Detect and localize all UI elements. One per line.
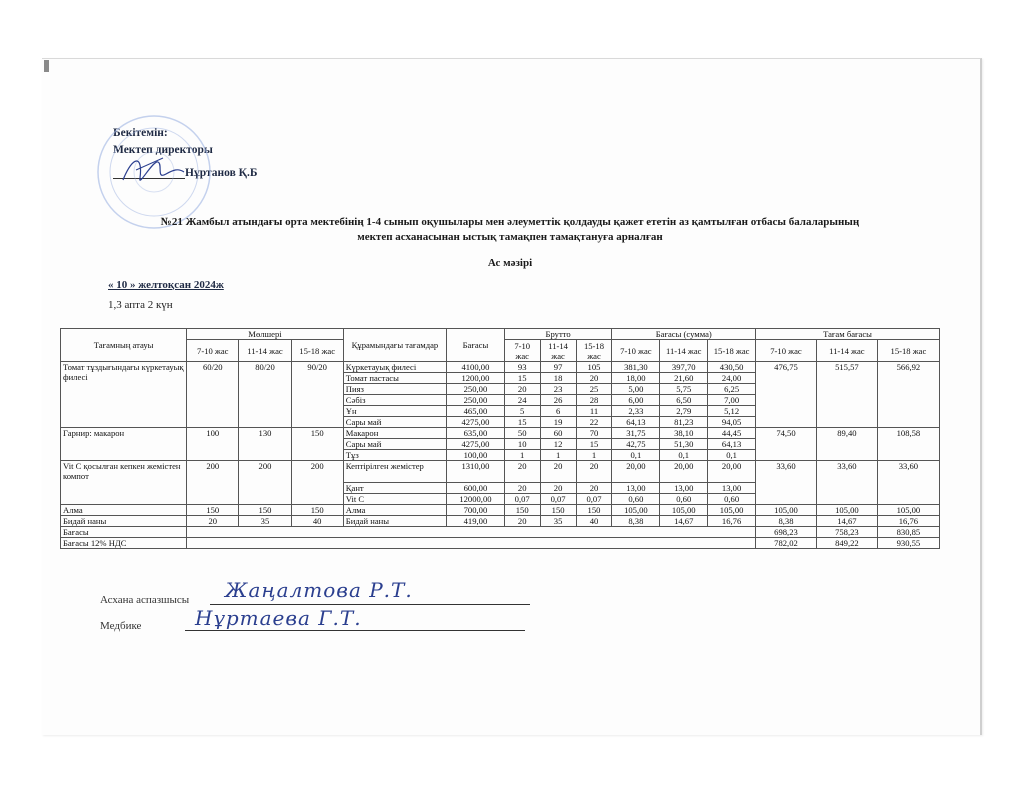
nurse-signature-line bbox=[185, 630, 525, 631]
dish-price-age-15-18: 15-18 жас bbox=[877, 340, 939, 362]
nurse-signature: Нұртаева Г.Т. bbox=[195, 606, 362, 630]
amount-15-18-cell: 200 bbox=[291, 461, 343, 505]
ingredient-cell: Қант bbox=[343, 483, 446, 494]
dish-name-cell: Алма bbox=[61, 505, 187, 516]
sum-7-10-cell: 5,00 bbox=[612, 384, 660, 395]
sum-15-18-cell: 0,1 bbox=[708, 450, 756, 461]
brutto-7-10-cell: 20 bbox=[504, 384, 540, 395]
sum-7-10-cell: 381,30 bbox=[612, 362, 660, 373]
sum-15-18-cell: 5,12 bbox=[708, 406, 756, 417]
ingredient-cell: Пияз bbox=[343, 384, 446, 395]
brutto-7-10-cell: 50 bbox=[504, 428, 540, 439]
amount-11-14-cell: 35 bbox=[239, 516, 291, 527]
total-label: Бағасы bbox=[61, 527, 187, 538]
total-vat-15-18: 930,55 bbox=[877, 538, 939, 549]
brutto-11-14-cell: 60 bbox=[540, 428, 576, 439]
ingredient-cell: Алма bbox=[343, 505, 446, 516]
brutto-15-18-cell: 105 bbox=[576, 362, 612, 373]
amount-15-18-cell: 90/20 bbox=[291, 362, 343, 428]
menu-table-body bbox=[61, 362, 940, 527]
brutto-age-7-10: 7-10 жас bbox=[504, 340, 540, 362]
nurse-label: Медбике bbox=[100, 620, 142, 632]
sum-15-18-cell: 24,00 bbox=[708, 373, 756, 384]
cook-signature-line bbox=[210, 604, 530, 605]
sum-11-14-cell: 6,50 bbox=[660, 395, 708, 406]
total-vat-11-14: 849,22 bbox=[816, 538, 877, 549]
dish-name-cell: Томат тұздығындағы күркетауық филесі bbox=[61, 362, 187, 428]
dish-price-7-10-cell: 8,38 bbox=[756, 516, 817, 527]
sum-15-18-cell: 94,05 bbox=[708, 417, 756, 428]
brutto-11-14-cell: 1 bbox=[540, 450, 576, 461]
table-row bbox=[61, 516, 940, 527]
ingredient-price-cell: 4275,00 bbox=[447, 417, 505, 428]
menu-table bbox=[60, 328, 940, 549]
sum-11-14-cell: 51,30 bbox=[660, 439, 708, 450]
total-vat-spacer bbox=[187, 538, 756, 549]
ingredient-price-cell: 419,00 bbox=[447, 516, 505, 527]
ingredient-cell: Күркетауық филесі bbox=[343, 362, 446, 373]
dish-price-11-14-cell: 14,67 bbox=[816, 516, 877, 527]
header-dish-price: Тағам бағасы bbox=[756, 329, 940, 340]
table-row bbox=[61, 461, 940, 483]
brutto-11-14-cell: 23 bbox=[540, 384, 576, 395]
menu-date: « 10 » желтоқсан 2024ж bbox=[108, 279, 224, 291]
brutto-7-10-cell: 150 bbox=[504, 505, 540, 516]
table-row bbox=[61, 428, 940, 439]
dish-price-11-14-cell: 33,60 bbox=[816, 461, 877, 505]
brutto-7-10-cell: 20 bbox=[504, 516, 540, 527]
scan-edge-mark bbox=[44, 60, 49, 72]
brutto-15-18-cell: 20 bbox=[576, 461, 612, 483]
dish-price-15-18-cell: 108,58 bbox=[877, 428, 939, 461]
approval-title: Бекітемін: bbox=[113, 127, 168, 139]
sum-15-18-cell: 6,25 bbox=[708, 384, 756, 395]
sum-age-15-18: 15-18 жас bbox=[708, 340, 756, 362]
brutto-11-14-cell: 26 bbox=[540, 395, 576, 406]
brutto-11-14-cell: 20 bbox=[540, 483, 576, 494]
table-row bbox=[61, 362, 940, 373]
ingredient-price-cell: 100,00 bbox=[447, 450, 505, 461]
ingredient-price-cell: 12000,00 bbox=[447, 494, 505, 505]
ingredient-cell: Vit C bbox=[343, 494, 446, 505]
total-spacer bbox=[187, 527, 756, 538]
ingredient-cell: Сары май bbox=[343, 439, 446, 450]
sum-11-14-cell: 21,60 bbox=[660, 373, 708, 384]
ingredient-price-cell: 4275,00 bbox=[447, 439, 505, 450]
ingredient-price-cell: 635,00 bbox=[447, 428, 505, 439]
sum-7-10-cell: 20,00 bbox=[612, 461, 660, 483]
amount-11-14-cell: 150 bbox=[239, 505, 291, 516]
brutto-15-18-cell: 70 bbox=[576, 428, 612, 439]
dish-price-7-10-cell: 105,00 bbox=[756, 505, 817, 516]
ingredient-cell: Сары май bbox=[343, 417, 446, 428]
sum-11-14-cell: 81,23 bbox=[660, 417, 708, 428]
amount-7-10-cell: 150 bbox=[187, 505, 239, 516]
sum-7-10-cell: 8,38 bbox=[612, 516, 660, 527]
sum-15-18-cell: 13,00 bbox=[708, 483, 756, 494]
brutto-15-18-cell: 20 bbox=[576, 373, 612, 384]
sum-15-18-cell: 20,00 bbox=[708, 461, 756, 483]
amount-15-18-cell: 40 bbox=[291, 516, 343, 527]
sum-11-14-cell: 20,00 bbox=[660, 461, 708, 483]
header-amount: Мөлшері bbox=[187, 329, 344, 340]
sum-11-14-cell: 105,00 bbox=[660, 505, 708, 516]
sum-15-18-cell: 105,00 bbox=[708, 505, 756, 516]
dish-price-7-10-cell: 33,60 bbox=[756, 461, 817, 505]
brutto-7-10-cell: 24 bbox=[504, 395, 540, 406]
amount-11-14-cell: 200 bbox=[239, 461, 291, 505]
approval-position: Мектеп директоры bbox=[113, 144, 213, 156]
sum-15-18-cell: 16,76 bbox=[708, 516, 756, 527]
brutto-15-18-cell: 15 bbox=[576, 439, 612, 450]
week-day: 1,3 апта 2 күн bbox=[108, 299, 173, 311]
dish-name-cell: Бидай наны bbox=[61, 516, 187, 527]
amount-15-18-cell: 150 bbox=[291, 505, 343, 516]
brutto-7-10-cell: 20 bbox=[504, 461, 540, 483]
dish-price-15-18-cell: 16,76 bbox=[877, 516, 939, 527]
sum-7-10-cell: 0,60 bbox=[612, 494, 660, 505]
brutto-7-10-cell: 1 bbox=[504, 450, 540, 461]
total-11-14: 758,23 bbox=[816, 527, 877, 538]
ingredient-price-cell: 1310,00 bbox=[447, 461, 505, 483]
sum-15-18-cell: 64,13 bbox=[708, 439, 756, 450]
sum-15-18-cell: 0,60 bbox=[708, 494, 756, 505]
ingredient-cell: Кептірілген жемістер bbox=[343, 461, 446, 483]
amount-7-10-cell: 200 bbox=[187, 461, 239, 505]
dish-price-11-14-cell: 105,00 bbox=[816, 505, 877, 516]
brutto-15-18-cell: 20 bbox=[576, 483, 612, 494]
approval-name: Нұртанов Қ.Б bbox=[185, 167, 258, 179]
brutto-15-18-cell: 28 bbox=[576, 395, 612, 406]
sum-11-14-cell: 0,60 bbox=[660, 494, 708, 505]
dish-price-7-10-cell: 74,50 bbox=[756, 428, 817, 461]
ingredient-cell: Сәбіз bbox=[343, 395, 446, 406]
table-row bbox=[61, 505, 940, 516]
brutto-age-15-18: 15-18 жас bbox=[576, 340, 612, 362]
sum-7-10-cell: 64,13 bbox=[612, 417, 660, 428]
brutto-15-18-cell: 0,07 bbox=[576, 494, 612, 505]
header-price: Бағасы bbox=[447, 329, 505, 362]
brutto-7-10-cell: 10 bbox=[504, 439, 540, 450]
brutto-11-14-cell: 12 bbox=[540, 439, 576, 450]
ingredient-price-cell: 700,00 bbox=[447, 505, 505, 516]
document-title-line2: мектеп асханасынан ыстық тамақпен тамақтануға арналған bbox=[357, 231, 663, 243]
sum-11-14-cell: 2,79 bbox=[660, 406, 708, 417]
brutto-11-14-cell: 97 bbox=[540, 362, 576, 373]
brutto-15-18-cell: 25 bbox=[576, 384, 612, 395]
sum-age-11-14: 11-14 жас bbox=[660, 340, 708, 362]
amount-11-14-cell: 80/20 bbox=[239, 362, 291, 428]
dish-name-cell: Гарнир: макарон bbox=[61, 428, 187, 461]
sum-11-14-cell: 14,67 bbox=[660, 516, 708, 527]
dish-price-age-11-14: 11-14 жас bbox=[816, 340, 877, 362]
sum-age-7-10: 7-10 жас bbox=[612, 340, 660, 362]
brutto-7-10-cell: 93 bbox=[504, 362, 540, 373]
sum-7-10-cell: 18,00 bbox=[612, 373, 660, 384]
brutto-7-10-cell: 5 bbox=[504, 406, 540, 417]
dish-price-15-18-cell: 105,00 bbox=[877, 505, 939, 516]
total-vat-row bbox=[61, 538, 940, 549]
sum-7-10-cell: 13,00 bbox=[612, 483, 660, 494]
brutto-11-14-cell: 6 bbox=[540, 406, 576, 417]
amount-age-7-10: 7-10 жас bbox=[187, 340, 239, 362]
sum-11-14-cell: 0,1 bbox=[660, 450, 708, 461]
brutto-7-10-cell: 20 bbox=[504, 483, 540, 494]
dish-price-age-7-10: 7-10 жас bbox=[756, 340, 817, 362]
ingredient-price-cell: 600,00 bbox=[447, 483, 505, 494]
ingredient-cell: Томат пастасы bbox=[343, 373, 446, 384]
sum-11-14-cell: 13,00 bbox=[660, 483, 708, 494]
total-vat-7-10: 782,02 bbox=[756, 538, 817, 549]
ingredient-cell: Тұз bbox=[343, 450, 446, 461]
director-signature-icon bbox=[118, 150, 188, 192]
brutto-11-14-cell: 18 bbox=[540, 373, 576, 384]
amount-7-10-cell: 60/20 bbox=[187, 362, 239, 428]
amount-15-18-cell: 150 bbox=[291, 428, 343, 461]
header-price-sum: Бағасы (сумма) bbox=[612, 329, 756, 340]
sum-7-10-cell: 105,00 bbox=[612, 505, 660, 516]
ingredient-price-cell: 250,00 bbox=[447, 384, 505, 395]
sum-15-18-cell: 430,50 bbox=[708, 362, 756, 373]
header-dish-name: Тағамның атауы bbox=[61, 329, 187, 362]
dish-price-7-10-cell: 476,75 bbox=[756, 362, 817, 428]
header-brutto: Брутто bbox=[504, 329, 612, 340]
ingredient-price-cell: 1200,00 bbox=[447, 373, 505, 384]
dish-price-11-14-cell: 515,57 bbox=[816, 362, 877, 428]
sum-7-10-cell: 2,33 bbox=[612, 406, 660, 417]
ingredient-cell: Макарон bbox=[343, 428, 446, 439]
sum-11-14-cell: 397,70 bbox=[660, 362, 708, 373]
brutto-11-14-cell: 20 bbox=[540, 461, 576, 483]
sum-7-10-cell: 42,75 bbox=[612, 439, 660, 450]
brutto-11-14-cell: 19 bbox=[540, 417, 576, 428]
total-7-10: 698,23 bbox=[756, 527, 817, 538]
dish-price-15-18-cell: 566,92 bbox=[877, 362, 939, 428]
brutto-11-14-cell: 35 bbox=[540, 516, 576, 527]
sum-11-14-cell: 38,10 bbox=[660, 428, 708, 439]
sum-7-10-cell: 0,1 bbox=[612, 450, 660, 461]
menu-title: Ас мәзірі bbox=[487, 257, 533, 269]
brutto-11-14-cell: 150 bbox=[540, 505, 576, 516]
ingredient-price-cell: 4100,00 bbox=[447, 362, 505, 373]
total-vat-label: Бағасы 12% НДС bbox=[61, 538, 187, 549]
sum-7-10-cell: 31,75 bbox=[612, 428, 660, 439]
total-row bbox=[61, 527, 940, 538]
brutto-15-18-cell: 150 bbox=[576, 505, 612, 516]
dish-price-11-14-cell: 89,40 bbox=[816, 428, 877, 461]
brutto-7-10-cell: 15 bbox=[504, 417, 540, 428]
brutto-age-11-14: 11-14 жас bbox=[540, 340, 576, 362]
brutto-15-18-cell: 11 bbox=[576, 406, 612, 417]
amount-11-14-cell: 130 bbox=[239, 428, 291, 461]
ingredient-cell: Бидай наны bbox=[343, 516, 446, 527]
cook-signature: Жаңалтова Р.Т. bbox=[225, 578, 413, 602]
amount-age-11-14: 11-14 жас bbox=[239, 340, 291, 362]
sum-11-14-cell: 5,75 bbox=[660, 384, 708, 395]
dish-name-cell: Vit C қосылған кепкен жемістен компот bbox=[61, 461, 187, 505]
ingredient-price-cell: 465,00 bbox=[447, 406, 505, 417]
brutto-11-14-cell: 0,07 bbox=[540, 494, 576, 505]
brutto-15-18-cell: 1 bbox=[576, 450, 612, 461]
header-ingredients: Құрамындағы тағамдар bbox=[343, 329, 446, 362]
brutto-7-10-cell: 0,07 bbox=[504, 494, 540, 505]
sum-15-18-cell: 44,45 bbox=[708, 428, 756, 439]
amount-7-10-cell: 100 bbox=[187, 428, 239, 461]
amount-7-10-cell: 20 bbox=[187, 516, 239, 527]
amount-age-15-18: 15-18 жас bbox=[291, 340, 343, 362]
cook-label: Асхана аспазшысы bbox=[100, 594, 190, 606]
ingredient-cell: Ұн bbox=[343, 406, 446, 417]
sum-7-10-cell: 6,00 bbox=[612, 395, 660, 406]
total-15-18: 830,85 bbox=[877, 527, 939, 538]
brutto-7-10-cell: 15 bbox=[504, 373, 540, 384]
document-title-line1: №21 Жамбыл атындағы орта мектебінің 1-4 сынып оқушылары мен әлеуметтік қолдауды қажет ететін аз қамтылған отбасы балаларының bbox=[160, 216, 860, 228]
ingredient-price-cell: 250,00 bbox=[447, 395, 505, 406]
dish-price-15-18-cell: 33,60 bbox=[877, 461, 939, 505]
brutto-15-18-cell: 40 bbox=[576, 516, 612, 527]
brutto-15-18-cell: 22 bbox=[576, 417, 612, 428]
sum-15-18-cell: 7,00 bbox=[708, 395, 756, 406]
